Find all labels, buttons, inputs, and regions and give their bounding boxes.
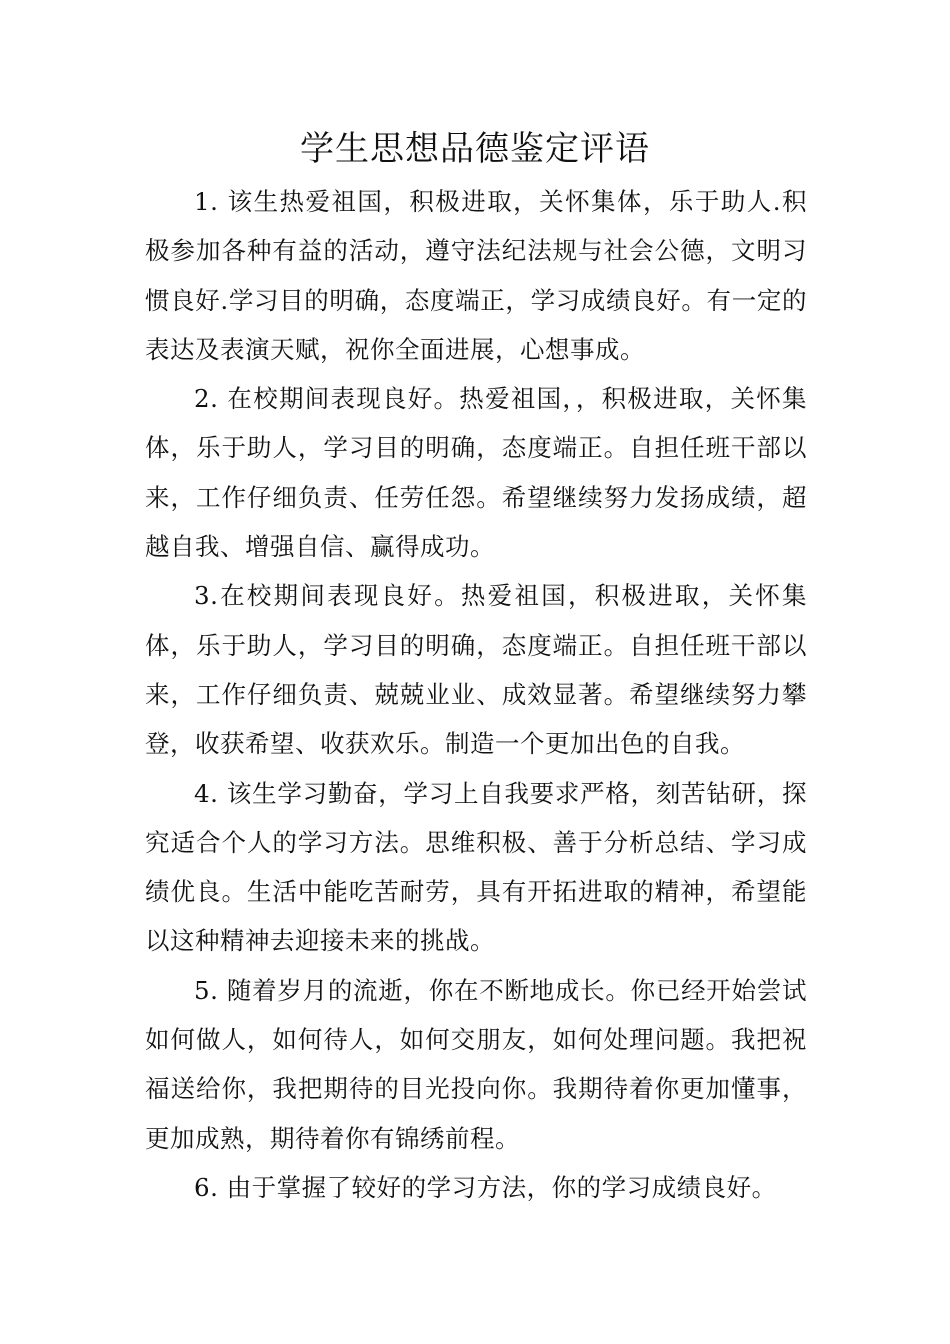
paragraph-1: 1. 该生热爱祖国，积极进取，关怀集体，乐于助人.积极参加各种有益的活动，遵守法纪法规与社会公德，文明习惯良好.学习目的明确，态度端正，学习成绩良好。有一定的表达及表演天赋，祝你全面进展，心想事成。 [145, 187, 807, 364]
paragraph-5: 5. 随着岁月的流逝，你在不断地成长。你已经开始尝试如何做人，如何待人，如何交朋友，如何处理问题。我把祝福送给你，我把期待的目光投向你。我期待着你更加懂事，更加成熟，期待着你有锦绣前程。 [145, 975, 807, 1153]
paragraph-3: 3.在校期间表现良好。热爱祖国，积极进取，关怀集体，乐于助人，学习目的明确，态度端正。自担任班干部以来，工作仔细负责、兢兢业业、成效显著。希望继续努力攀登，收获希望、收获欢乐。制造一个更加出色的自我。 [145, 581, 807, 759]
document-body [145, 177, 807, 1212]
paragraph-2: 2. 在校期间表现良好。热爱祖国，，积极进取，关怀集体，乐于助人，学习目的明确，态度端正。自担任班干部以来，工作仔细负责、任劳任怨。希望继续努力发扬成绩，超越自我、增强自信、赢得成功。 [145, 384, 807, 562]
paragraph-6: 6. 由于掌握了较好的学习方法，你的学习成绩良好。 [194, 1172, 777, 1202]
paragraph-4: 4. 该生学习勤奋，学习上自我要求严格，刻苦钻研，探究适合个人的学习方法。思维积极、善于分析总结、学习成绩优良。生活中能吃苦耐劳，具有开拓进取的精神，希望能以这种精神去迎接未来的挑战。 [145, 778, 807, 956]
document-title: 学生思想品德鉴定评语 [300, 129, 650, 169]
